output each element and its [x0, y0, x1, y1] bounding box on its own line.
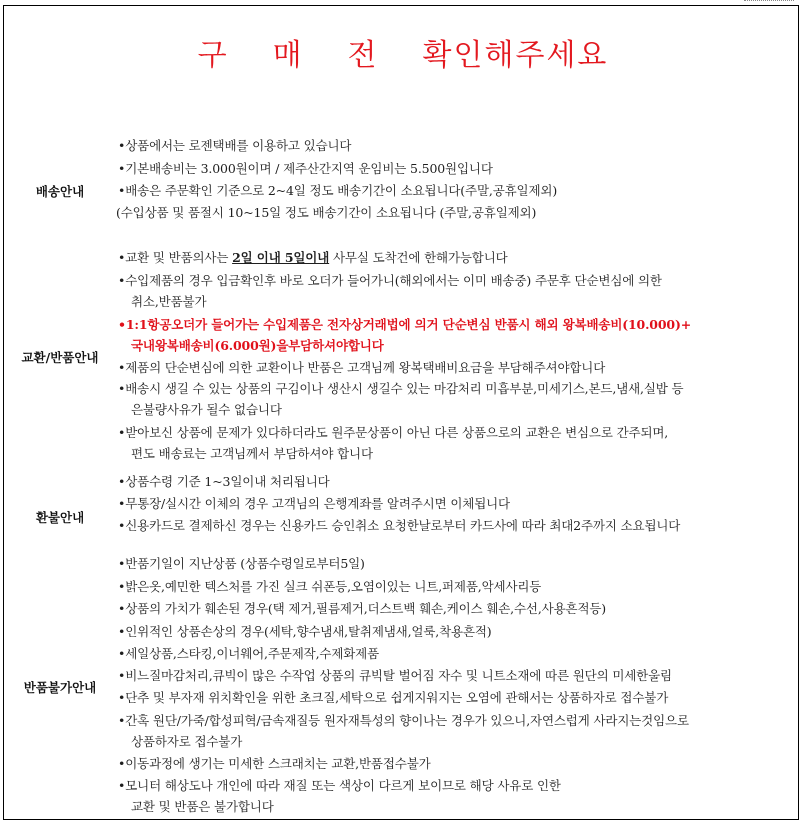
noreturn-line-4: •인위적인 상품손상의 경우(세탁,향수냄새,탈취제냄새,얼룩,착용흔적) [118, 624, 492, 639]
exchange-line-7: •받아보신 상품에 문제가 있다하더라도 원주문상품이 아닌 다른 상품으로의 교환은 변심으로 간주되며, [118, 425, 669, 440]
noreturn-line-5: •세일상품,스타킹,이너웨어,주문제작,수제화제품 [118, 646, 380, 661]
noreturn-line-1: •반품기일이 지난상품 (상품수령일로부터5일) [118, 556, 365, 571]
refund-line-3: •신용카드로 결제하신 경우는 신용카드 승인취소 요청한날로부터 카드사에 따라 최대2주까지 소요됩니다 [118, 518, 681, 533]
noreturn-line-3: •상품의 가치가 훼손된 경우(택 제거,필름제거,더스트백 훼손,케이스 훼손,수선,사용흔적등) [118, 601, 607, 616]
title-part-3: 전 [347, 38, 379, 73]
exchange-line-1 [118, 250, 508, 266]
noreturn-line-7: •단추 및 부자재 위치확인을 위한 초크질,세탁으로 쉽게지워지는 오염에 관해서는 상품하자로 접수불가 [118, 690, 669, 705]
delivery-line-2: •기본배송비는 3.000원이며 / 제주산간지역 운임비는 5.500원입니다 [118, 161, 493, 176]
section-label-delivery: 배송안내 [35, 184, 85, 199]
exchange-warning-line-1: •1:1항공오더가 들어가는 수입제품은 전자상거래법에 의거 단순변심 반품시 해외 왕복배송비(10.000)+ [118, 317, 692, 332]
exchange-line-4: •제품의 단순변심에 의한 교환이나 반품은 고객님께 왕복택배비요금을 부담해주셔야합니다 [118, 360, 606, 375]
noreturn-line-8: •간혹 원단/가죽/합성피혁/금속재질등 원자재특성의 향이나는 경우가 있으니,자연스럽게 사라지는것임으로 [118, 713, 689, 728]
noreturn-line-11: •모니터 해상도나 개인에 따라 재질 또는 색상이 다르게 보이므로 해당 사유로 인한 [118, 778, 561, 793]
exchange-line-5: •배송시 생길 수 있는 상품의 구김이나 생산시 생길수 있는 마감처리 미흡부분,미세기스,본드,냄새,실밥 등 [118, 381, 684, 396]
exchange-line-1-pre: •교환 및 반품의사는 [118, 250, 233, 265]
noreturn-line-2: •밝은옷,예민한 텍스처를 가진 실크 쉬폰등,오염이있는 니트,퍼제품,악세사리등 [118, 579, 542, 594]
refund-line-1: •상품수령 기준 1~3일이내 처리됩니다 [118, 474, 330, 489]
delivery-line-4: (수입상품 및 품절시 10~15일 정도 배송기간이 소요됩니다 (주말,공휴일제외) [116, 205, 537, 220]
exchange-line-6: 은불량사유가 될수 없습니다 [131, 402, 282, 417]
refund-line-2: •무통장/실시간 이체의 경우 고객님의 은행계좌를 알려주시면 이체됩니다 [118, 496, 510, 511]
exchange-line-2: •수입제품의 경우 입금확인후 바로 오더가 들어가니(해외에서는 이미 배송중) 주문후 단순변심에 의한 [118, 273, 662, 288]
noreturn-line-10: •이동과정에 생기는 미세한 스크래치는 교환,반품접수불가 [118, 756, 431, 771]
title-part-2: 매 [272, 38, 304, 73]
delivery-line-3: •배송은 주문확인 기준으로 2~4일 정도 배송기간이 소요됩니다(주말,공휴일제외) [118, 183, 558, 198]
delivery-line-1: •상품에서는 로젠택배를 이용하고 있습니다 [118, 138, 352, 153]
section-label-exchange: 교환/반품안내 [21, 350, 99, 365]
page-title [0, 30, 806, 74]
exchange-line-1-post: 사무실 도착건에 한해가능합니다 [329, 250, 508, 265]
exchange-warning-line-2: 국내왕복배송비(6.000원)을부담하셔야합니다 [131, 338, 384, 353]
noreturn-line-6: •비느질마감처리,큐빅이 많은 수작업 상품의 큐빅탈 벌어짐 자수 및 니트소재에 따른 원단의 미세한울림 [118, 668, 672, 683]
exchange-line-8: 편도 배송료는 고객님께서 부담하셔야 합니다 [131, 446, 373, 461]
noreturn-line-12: 교환 및 반품은 불가합니다 [131, 799, 274, 814]
exchange-line-3: 취소,반품불가 [131, 294, 207, 309]
section-label-refund: 환불안내 [35, 510, 85, 525]
section-label-noreturn: 반품불가안내 [23, 680, 97, 695]
exchange-period-highlight: 2일 이내 5일이내 [232, 250, 330, 265]
title-part-4: 확인해주세요 [422, 38, 609, 73]
noreturn-line-9: 상품하자로 접수불가 [131, 734, 243, 749]
title-part-1: 구 [197, 38, 229, 73]
